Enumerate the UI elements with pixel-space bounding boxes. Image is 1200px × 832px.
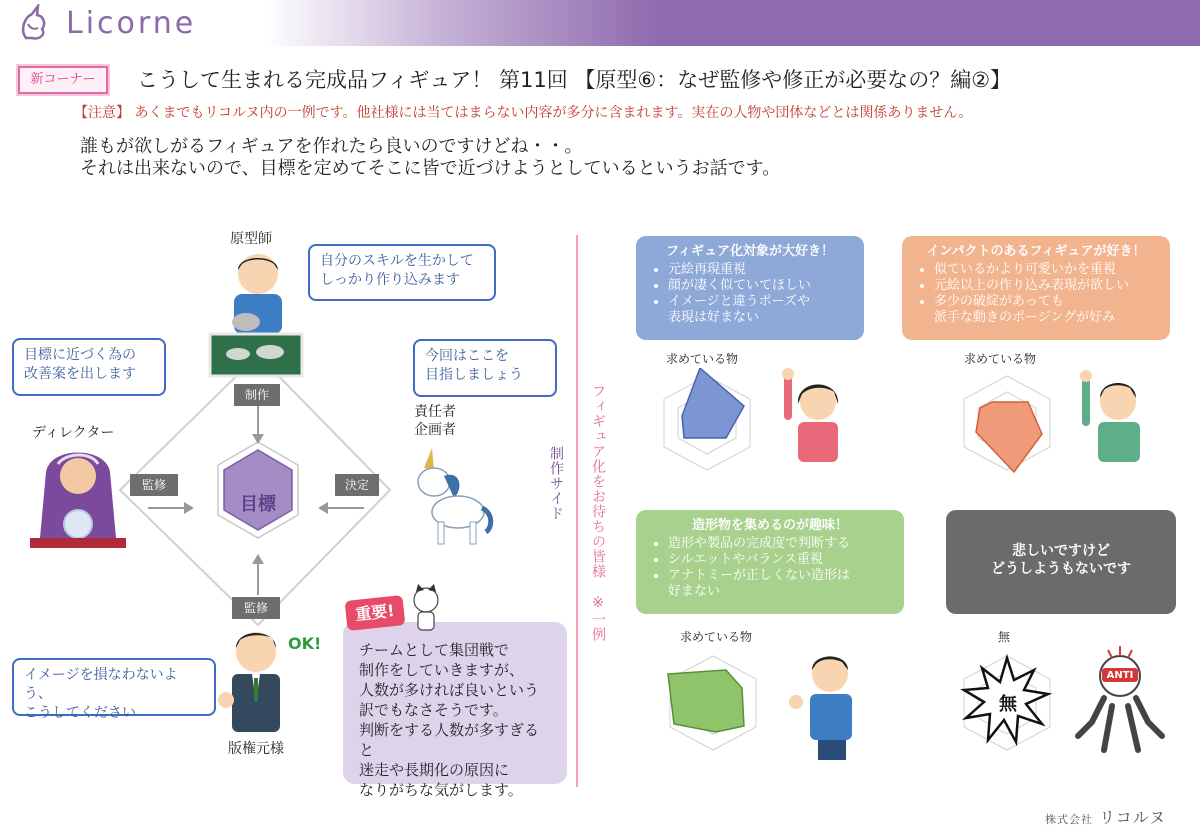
- customer-panel-impact: [902, 236, 1170, 340]
- panel-impact-item: • 似ているかより可愛いかを重視: [934, 262, 1156, 278]
- tag-supervise-bottom: 監修: [232, 597, 280, 619]
- note-line-3: 人数が多ければ良いという: [359, 681, 540, 699]
- important-note: [343, 622, 567, 799]
- boy-presenting-illustration-icon: [788, 648, 860, 762]
- cat-illustration-icon: [408, 584, 444, 632]
- panel-collectors-title: 造形物を集めるのが趣味！: [691, 518, 848, 533]
- intro-line-2: それは出来ないので、目標を定めてそこに皆で近づけようとしているというお話です。: [80, 158, 781, 179]
- section-divider: [576, 235, 578, 787]
- panel-collectors-item: • 造形や製品の完成度で判断する: [668, 536, 890, 552]
- footer-company-name: リコルヌ: [1099, 808, 1167, 827]
- note-line-1: チームとして集団戦で: [359, 641, 510, 659]
- tag-decide: 決定: [335, 474, 379, 496]
- note-line-2: 制作をしていきますが、: [359, 661, 525, 679]
- arrowhead-down: [252, 434, 264, 444]
- role-planner-line-1: 責任者: [414, 404, 456, 420]
- panel-none-line-1: 悲しいですけど: [1012, 543, 1110, 559]
- director-bubble-line-1: 目標に近づく為の: [24, 347, 136, 363]
- note-line-5: 判断をする人数が多すぎると: [359, 721, 540, 759]
- planner-bubble-line-2: 目指しましょう: [425, 367, 523, 383]
- unicorn-logo-icon: [14, 4, 54, 44]
- radar-chart-collectors: [658, 648, 768, 758]
- arrowhead-right: [184, 502, 194, 514]
- panel-collectors-item: 好まない: [668, 584, 721, 599]
- anti-character-illustration-icon: [1074, 646, 1166, 756]
- intro-line-1: 誰もが欲しがるフィギュアを作れたら良いのですけどね・・。: [80, 136, 583, 157]
- page-title: こうして生まれる完成品フィギュア！ 第11回 【原型⑥：なぜ監修や修正が必要なの？編②】: [137, 68, 1012, 92]
- fortune-teller-illustration-icon: [30, 442, 126, 548]
- customer-panel-collectors: [636, 510, 904, 614]
- licensor-bubble-line-1: イメージを損なわないよう、: [24, 667, 178, 702]
- customers-note-text: ※一例: [590, 595, 606, 642]
- ok-text: OK!: [288, 634, 322, 653]
- panel-impact-item: • 多少の破綻があっても: [934, 294, 1156, 310]
- wants-label-fans: 求めている物: [666, 352, 739, 366]
- panel-fans-item: 表現は好まない: [668, 310, 760, 325]
- panel-fans-item: • イメージと違うポーズや: [668, 294, 850, 310]
- customer-panel-fans: [636, 236, 864, 340]
- panel-collectors-item: • アナトミーが正しくない造形は: [668, 568, 890, 584]
- sculptor-speech-bubble: [308, 244, 496, 301]
- panel-fans-item: • 顔が凄く似ていてほしい: [668, 278, 850, 294]
- notice-text: 【注意】 あくまでもリコルヌ内の一例です。他社様には当てはまらない内容が多分に含まれます。実在の人物や団体などとは関係ありません。: [74, 105, 973, 121]
- footer-company: [1045, 805, 1166, 828]
- tag-supervise-left: 監修: [130, 474, 178, 496]
- wants-label-none: 無: [998, 630, 1011, 644]
- arrowhead-left: [318, 502, 328, 514]
- footer-company-prefix: 株式会社: [1045, 813, 1093, 826]
- planner-speech-bubble: [413, 339, 557, 397]
- panel-impact-item: • 元絵以上の作り込み表現が欲しい: [934, 278, 1156, 294]
- note-line-6: 迷走や長期化の原因に: [359, 761, 510, 779]
- logo-text: Licorne: [66, 6, 197, 41]
- role-planner: [414, 403, 456, 439]
- goal-label: 目標: [240, 494, 276, 515]
- panel-impact-title: インパクトのあるフィギュアが好き！: [926, 244, 1146, 259]
- planner-bubble-line-1: 今回はここを: [425, 348, 509, 364]
- tag-produce: 制作: [234, 384, 280, 406]
- wants-label-impact: 求めている物: [964, 352, 1037, 366]
- customer-panel-none: [946, 510, 1176, 614]
- note-line-4: 訳でもなさそうです。: [359, 701, 508, 719]
- sculptor-illustration-icon: [208, 248, 304, 380]
- role-sculptor: 原型師: [230, 231, 272, 247]
- role-planner-line-2: 企画者: [414, 422, 456, 438]
- arrowhead-up: [252, 554, 264, 564]
- director-speech-bubble: [12, 338, 166, 396]
- radar-chart-impact: [952, 368, 1062, 478]
- role-licensor: 版権元様: [228, 741, 284, 757]
- unicorn-illustration-icon: [404, 448, 496, 546]
- panel-impact-item: 派手な動きのポージングが好み: [934, 310, 1116, 325]
- intro-text: [80, 136, 780, 180]
- licensor-speech-bubble: [12, 658, 216, 721]
- panel-fans-item: • 元絵再現重視: [668, 262, 850, 278]
- wants-label-collectors: 求めている物: [680, 630, 753, 644]
- role-director: ディレクター: [32, 425, 115, 441]
- customers-label-text: フィギュア化をお待ちの皆様: [590, 384, 606, 579]
- new-corner-badge: 新コーナー: [18, 66, 108, 94]
- girl-waving-illustration-icon: [780, 368, 850, 462]
- note-line-7: なりがちな気がします。: [359, 781, 523, 799]
- production-side-label: 制作サイド: [548, 446, 564, 521]
- director-bubble-line-2: 改善案を出します: [24, 366, 136, 382]
- panel-collectors-item: • シルエットやバランス重視: [668, 552, 890, 568]
- anti-text: ANTI: [1106, 670, 1134, 681]
- sculptor-bubble-line-1: 自分のスキルを生かして: [320, 253, 474, 269]
- important-badge: 重要!: [345, 595, 406, 631]
- boy-waving-illustration-icon: [1078, 368, 1150, 462]
- panel-fans-title: フィギュア化対象が大好き！: [666, 244, 834, 259]
- burst-text: 無: [999, 694, 1017, 715]
- sculptor-bubble-line-2: しっかり作り込みます: [320, 272, 460, 288]
- customers-vertical-label: [588, 384, 608, 642]
- radar-chart-fans: [652, 368, 762, 478]
- panel-none-line-2: どうしようもないです: [991, 561, 1131, 577]
- licensor-bubble-line-2: こうしてください: [24, 705, 136, 721]
